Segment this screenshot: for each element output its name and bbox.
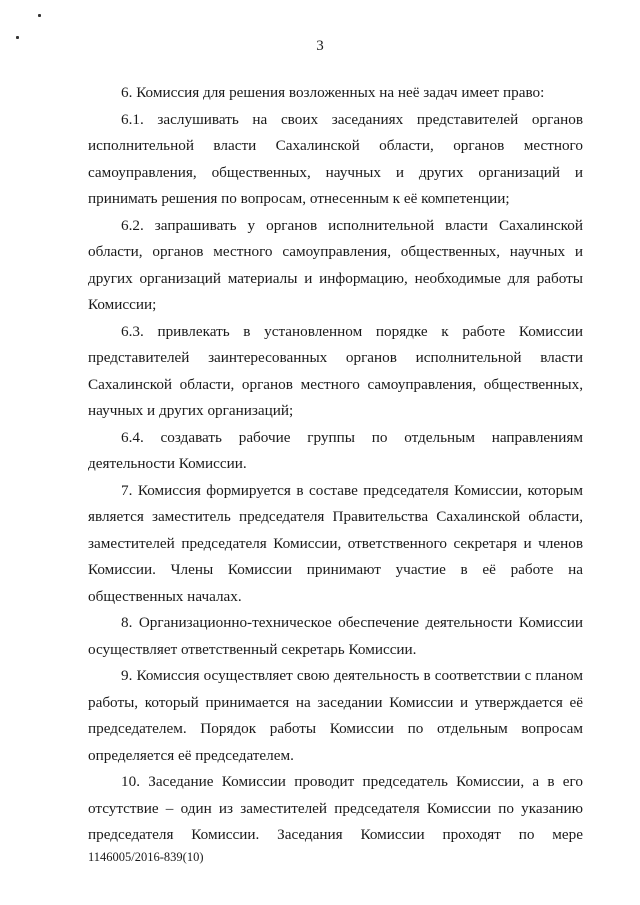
paragraph-8: 8. Организационно-техническое обеспечение деятельности Комиссии осуществляет ответственный секретарь Комиссии. [88, 614, 583, 658]
page-number: 3 [316, 38, 324, 54]
paragraph-6-1: 6.1. заслушивать на своих заседаниях представителей органов исполнительной власти Сахалинской области, органов местного самоуправления, общественных, научных и других организаций и принимать решения по вопросам, отнесенным к её компетенции; [88, 110, 583, 207]
scan-mark [38, 14, 41, 17]
document-code: 1146005/2016-839(10) [88, 850, 204, 864]
paragraph-6-4: 6.4. создавать рабочие группы по отдельным направлениям деятельности Комиссии. [88, 428, 583, 472]
paragraph-6-2: 6.2. запрашивать у органов исполнительной власти Сахалинской области, органов местного самоуправления, общественных, научных и других организаций материалы и информацию, необходимые для работы Комиссии; [88, 216, 583, 313]
paragraph-10: 10. Заседание Комиссии проводит председатель Комиссии, а в его отсутствие – один из заместителей председателя Комиссии по указанию председателя Комиссии. Заседания Комиссии проходят по мере [88, 773, 583, 843]
paragraph-6-3: 6.3. привлекать в установленном порядке к работе Комиссии представителей заинтересованных органов исполнительной власти Сахалинской области, органов местного самоуправления, общественных, научных и других организаций; [88, 322, 583, 419]
paragraph-9: 9. Комиссия осуществляет свою деятельность в соответствии с планом работы, который принимается на заседании Комиссии и утверждается её председателем. Порядок работы Комиссии по отдельным вопросам определяется её председателем. [88, 667, 583, 764]
paragraph-6: 6. Комиссия для решения возложенных на неё задач имеет право: [121, 84, 545, 101]
paragraph-7: 7. Комиссия формируется в составе председателя Комиссии, которым является заместитель председателя Правительства Сахалинской области, заместителей председателя Комиссии, ответственного секретаря и членов Комиссии. Члены Комиссии принимают участие в её работе на общественных началах. [88, 481, 583, 605]
document-body [88, 80, 583, 849]
